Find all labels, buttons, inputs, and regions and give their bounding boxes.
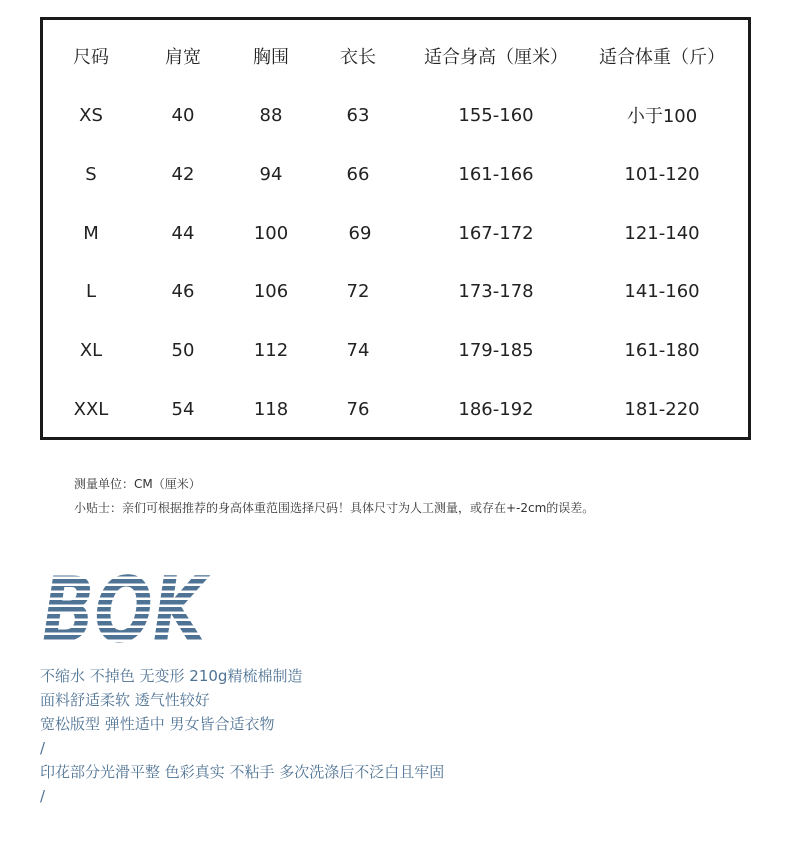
cell-shoulder: 42	[171, 163, 195, 185]
cell-weight: 101-120	[624, 163, 700, 185]
cell-length: 74	[346, 339, 370, 361]
size-chart-table	[40, 17, 751, 440]
cell-shoulder: 40	[171, 104, 195, 126]
header-chest: 胸围	[253, 47, 289, 68]
cell-size: XL	[79, 339, 103, 361]
cell-size: L	[85, 280, 97, 302]
table-row	[43, 271, 748, 311]
cell-chest: 88	[259, 104, 283, 126]
cell-size: M	[83, 222, 99, 244]
cell-shoulder: 54	[171, 398, 195, 420]
table-header-row	[43, 36, 748, 76]
header-weight: 适合体重（斤）	[599, 47, 725, 68]
header-shoulder: 肩宽	[165, 47, 201, 68]
cell-size: XS	[79, 104, 103, 126]
feature-line: 印花部分光滑平整 色彩真实 不粘手 多次洗涤后不泛白且牢固	[40, 763, 445, 781]
cell-height: 186-192	[458, 398, 534, 420]
bok-logo-graphic	[40, 558, 211, 663]
cell-shoulder: 46	[171, 280, 195, 302]
table-row	[43, 95, 748, 135]
cell-size: XXL	[73, 398, 109, 420]
cell-weight: 141-160	[624, 280, 700, 302]
cell-length: 66	[346, 163, 370, 185]
header-size: 尺码	[73, 47, 109, 68]
tip-note: 小贴士：亲们可根据推荐的身高体重范围选择尺码！具体尺寸为人工测量，或存在+-2cm的误差。	[74, 501, 595, 515]
feature-line: 宽松版型 弹性适中 男女皆合适衣物	[40, 715, 275, 733]
table-row	[43, 389, 748, 429]
cell-shoulder: 44	[171, 222, 195, 244]
feature-separator: /	[40, 787, 46, 805]
cell-size: S	[85, 163, 97, 185]
header-height: 适合身高（厘米）	[424, 47, 568, 68]
cell-height: 179-185	[458, 339, 534, 361]
cell-weight: 121-140	[624, 222, 700, 244]
cell-chest: 94	[259, 163, 283, 185]
cell-chest: 112	[253, 339, 289, 361]
table-row	[43, 213, 748, 253]
cell-length: 69	[348, 222, 372, 244]
cell-height: 173-178	[458, 280, 534, 302]
cell-length: 72	[346, 280, 370, 302]
table-row	[43, 330, 748, 370]
feature-separator: /	[40, 739, 46, 757]
feature-list	[40, 664, 444, 808]
cell-weight: 181-220	[624, 398, 700, 420]
cell-length: 63	[346, 104, 370, 126]
header-length: 衣长	[340, 47, 376, 68]
feature-line: 不缩水 不掉色 无变形 210g精梳棉制造	[40, 667, 303, 685]
bok-logo-text: BOK	[42, 558, 211, 663]
unit-note: 测量单位：CM（厘米）	[74, 477, 201, 491]
table-row	[43, 154, 748, 194]
cell-height: 161-166	[458, 163, 534, 185]
cell-weight: 小于100	[626, 106, 698, 127]
cell-length: 76	[346, 398, 370, 420]
measurement-notes	[74, 472, 594, 520]
cell-chest: 106	[253, 280, 289, 302]
brand-logo	[40, 558, 211, 663]
cell-chest: 118	[253, 398, 289, 420]
cell-weight: 161-180	[624, 339, 700, 361]
feature-line: 面料舒适柔软 透气性较好	[40, 691, 210, 709]
cell-height: 155-160	[458, 104, 534, 126]
cell-shoulder: 50	[171, 339, 195, 361]
cell-height: 167-172	[458, 222, 534, 244]
cell-chest: 100	[253, 222, 289, 244]
